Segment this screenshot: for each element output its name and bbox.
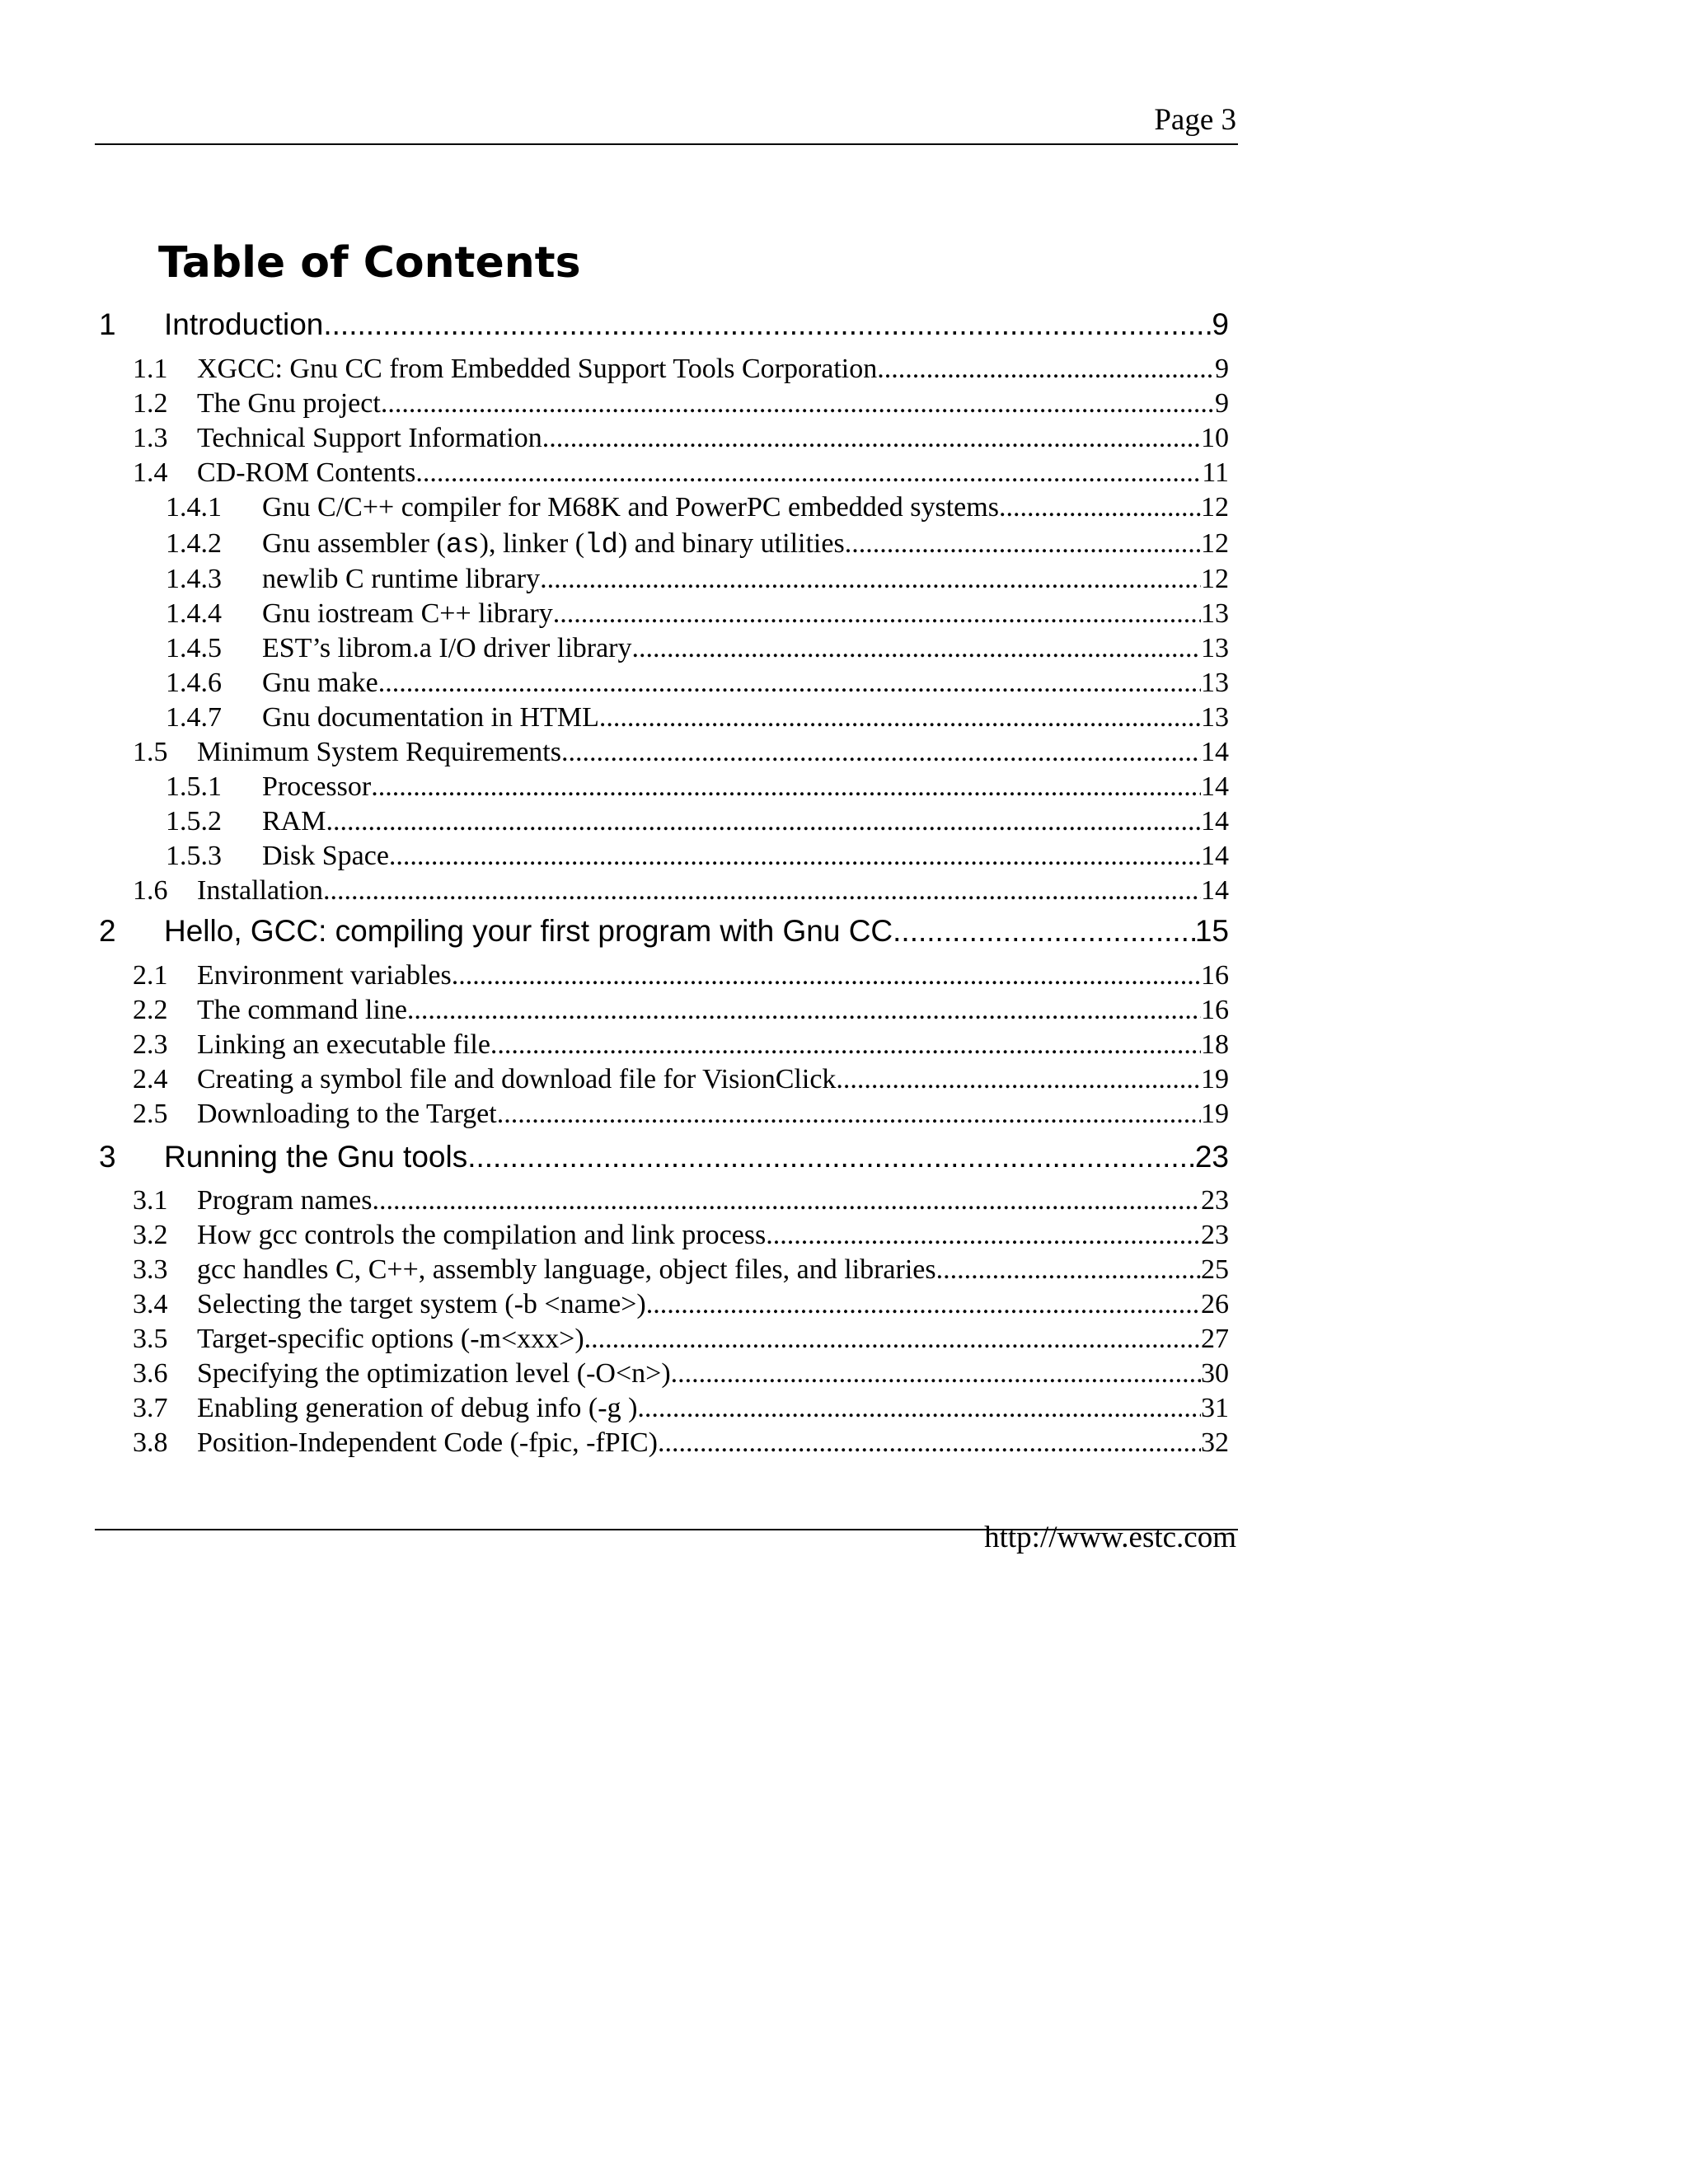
dot-leader bbox=[389, 839, 1201, 874]
toc-entry-title: Linking an executable file bbox=[197, 1029, 490, 1060]
toc-entry-number: 3 bbox=[99, 1140, 116, 1174]
toc-entry-title: Environment variables bbox=[197, 960, 452, 991]
toc-entry-title: Running the Gnu tools bbox=[164, 1140, 468, 1174]
toc-entry-number: 2.1 bbox=[133, 960, 168, 991]
toc-entry-page: 13 bbox=[1201, 702, 1229, 733]
toc-entry-number: 1.5 bbox=[133, 737, 168, 767]
toc-entry-page: 23 bbox=[1201, 1220, 1229, 1250]
toc-entry-page: 9 bbox=[1215, 354, 1229, 384]
toc-entry-page: 12 bbox=[1201, 564, 1229, 594]
toc-entry-3-8[interactable] bbox=[133, 1426, 1229, 1460]
header-rule bbox=[95, 143, 1238, 145]
toc-entry-title: Technical Support Information bbox=[197, 423, 542, 453]
toc-entry-1-2[interactable] bbox=[133, 387, 1229, 421]
toc-entry-title: Installation bbox=[197, 875, 323, 906]
dot-leader bbox=[893, 913, 1195, 949]
dot-leader bbox=[632, 631, 1201, 666]
title-text: ) and binary utilities bbox=[617, 528, 845, 559]
toc-entry-page: 32 bbox=[1201, 1427, 1229, 1458]
toc-entry-number: 3.7 bbox=[133, 1393, 168, 1423]
dot-leader bbox=[766, 1218, 1201, 1253]
toc-entry-number: 2.3 bbox=[133, 1029, 168, 1060]
toc-entry-page: 12 bbox=[1201, 528, 1229, 559]
toc-entry-1-4-3[interactable] bbox=[166, 562, 1229, 597]
toc-entry-title: Processor bbox=[262, 771, 372, 802]
toc-entry-number: 3.1 bbox=[133, 1185, 168, 1216]
toc-entry-3-3[interactable] bbox=[133, 1253, 1229, 1287]
toc-entry-2[interactable] bbox=[99, 913, 1229, 949]
toc-entry-page: 26 bbox=[1201, 1289, 1229, 1319]
toc-entry-page: 14 bbox=[1201, 771, 1229, 802]
toc-entry-title: Specifying the optimization level (-O<n>) bbox=[197, 1358, 671, 1389]
toc-entry-page: 23 bbox=[1201, 1185, 1229, 1216]
toc-entry-number: 1.3 bbox=[133, 423, 168, 453]
toc-entry-1-5-2[interactable] bbox=[166, 804, 1229, 839]
toc-entry-page: 9 bbox=[1212, 307, 1229, 341]
toc-entry-1-1[interactable] bbox=[133, 352, 1229, 387]
dot-leader bbox=[553, 597, 1201, 631]
toc-entry-title: CD-ROM Contents bbox=[197, 457, 416, 488]
dot-leader bbox=[836, 1062, 1201, 1097]
toc-entry-3-2[interactable] bbox=[133, 1218, 1229, 1253]
toc-entry-title bbox=[262, 527, 845, 563]
toc-entry-number: 2.5 bbox=[133, 1099, 168, 1129]
toc-entry-1-4-7[interactable] bbox=[166, 701, 1229, 735]
title-text: Gnu assembler ( bbox=[262, 528, 446, 559]
toc-entry-title: The Gnu project bbox=[197, 388, 381, 419]
dot-leader bbox=[381, 387, 1215, 421]
toc-entry-page: 19 bbox=[1201, 1064, 1229, 1094]
dot-leader bbox=[467, 1139, 1195, 1175]
toc-entry-page: 31 bbox=[1201, 1393, 1229, 1423]
toc-entry-1[interactable] bbox=[99, 307, 1229, 343]
toc-entry-3-5[interactable] bbox=[133, 1322, 1229, 1357]
toc-entry-number: 3.3 bbox=[133, 1254, 168, 1285]
toc-entry-page: 23 bbox=[1194, 1140, 1229, 1174]
toc-entry-3-1[interactable] bbox=[133, 1183, 1229, 1218]
toc-entry-page: 15 bbox=[1194, 914, 1229, 948]
dot-leader bbox=[490, 1028, 1201, 1062]
toc-entry-1-4-5[interactable] bbox=[166, 631, 1229, 666]
toc-entry-number: 1.4.6 bbox=[166, 668, 222, 698]
toc-entry-title: Position-Independent Code (-fpic, -fPIC) bbox=[197, 1427, 658, 1458]
toc-entry-1-6[interactable] bbox=[133, 874, 1229, 908]
toc-entry-page: 16 bbox=[1201, 960, 1229, 991]
toc-entry-page: 14 bbox=[1201, 875, 1229, 906]
toc-entry-2-2[interactable] bbox=[133, 993, 1229, 1028]
dot-leader bbox=[323, 874, 1201, 908]
dot-leader bbox=[378, 666, 1201, 701]
toc-entry-1-4-6[interactable] bbox=[166, 666, 1229, 701]
toc-entry-number: 1.4.3 bbox=[166, 564, 222, 594]
toc-entry-3[interactable] bbox=[99, 1139, 1229, 1175]
toc-entry-page: 12 bbox=[1201, 492, 1229, 523]
toc-entry-number: 3.5 bbox=[133, 1324, 168, 1354]
toc-entry-1-4-1[interactable] bbox=[166, 490, 1229, 525]
toc-entry-number: 1.6 bbox=[133, 875, 168, 906]
toc-entry-3-4[interactable] bbox=[133, 1287, 1229, 1322]
toc-entry-3-7[interactable] bbox=[133, 1391, 1229, 1426]
toc-entry-title: Enabling generation of debug info (-g ) bbox=[197, 1393, 638, 1423]
toc-entry-title: How gcc controls the compilation and link process bbox=[197, 1220, 767, 1250]
toc-entry-number: 1.4.2 bbox=[166, 528, 222, 559]
title-text: ), linker ( bbox=[479, 528, 585, 559]
toc-entry-page: 14 bbox=[1201, 841, 1229, 871]
toc-entry-title: newlib C runtime library bbox=[262, 564, 541, 594]
code-ld: ld bbox=[584, 530, 618, 561]
dot-leader bbox=[326, 804, 1201, 839]
dot-leader bbox=[637, 1391, 1201, 1426]
toc-entry-title: Selecting the target system (-b <name>) bbox=[197, 1289, 646, 1319]
toc-entry-1-5-1[interactable] bbox=[166, 770, 1229, 804]
toc-entry-2-5[interactable] bbox=[133, 1097, 1229, 1132]
toc-entry-page: 13 bbox=[1201, 598, 1229, 629]
toc-entry-title: Gnu make bbox=[262, 668, 378, 698]
dot-leader bbox=[540, 562, 1201, 597]
toc-entry-title: Downloading to the Target bbox=[197, 1099, 497, 1129]
toc-entry-title: Gnu documentation in HTML bbox=[262, 702, 599, 733]
dot-leader bbox=[561, 735, 1201, 770]
dot-leader bbox=[658, 1426, 1201, 1460]
toc-entry-page: 11 bbox=[1202, 457, 1229, 488]
toc-entry-number: 1.1 bbox=[133, 354, 168, 384]
page-title: Table of Contents bbox=[158, 238, 581, 288]
page-number: Page 3 bbox=[1154, 103, 1236, 137]
toc-entry-page: 14 bbox=[1201, 737, 1229, 767]
toc-entry-page: 27 bbox=[1201, 1324, 1229, 1354]
dot-leader bbox=[646, 1287, 1201, 1322]
toc-entry-title: Introduction bbox=[164, 307, 324, 341]
toc-entry-number: 3.4 bbox=[133, 1289, 168, 1319]
toc-entry-2-1[interactable] bbox=[133, 958, 1229, 993]
toc-entry-title: Target-specific options (-m<xxx>) bbox=[197, 1324, 584, 1354]
toc-entry-number: 2 bbox=[99, 914, 116, 948]
dot-leader bbox=[323, 307, 1212, 343]
dot-leader bbox=[497, 1097, 1201, 1132]
toc-entry-number: 1.4.5 bbox=[166, 633, 222, 663]
toc-entry-1-4[interactable] bbox=[133, 456, 1229, 490]
toc-entry-title: Hello, GCC: compiling your first program with Gnu CC bbox=[164, 914, 893, 948]
toc-entry-page: 19 bbox=[1201, 1099, 1229, 1129]
toc-entry-title: The command line bbox=[197, 995, 407, 1025]
toc-entry-title: EST’s librom.a I/O driver library bbox=[262, 633, 632, 663]
footer-url: http://www.estc.com bbox=[984, 1521, 1236, 1554]
toc-entry-number: 1.4 bbox=[133, 457, 168, 488]
toc-entry-title: Minimum System Requirements bbox=[197, 737, 561, 767]
toc-entry-page: 14 bbox=[1201, 806, 1229, 837]
toc-entry-1-3[interactable] bbox=[133, 421, 1229, 456]
toc-entry-page: 13 bbox=[1201, 668, 1229, 698]
dot-leader bbox=[371, 770, 1201, 804]
toc-entry-title: Program names bbox=[197, 1185, 373, 1216]
toc-entry-number: 1.5.2 bbox=[166, 806, 222, 837]
toc-entry-page: 13 bbox=[1201, 633, 1229, 663]
dot-leader bbox=[999, 490, 1201, 525]
toc-entry-number: 3.2 bbox=[133, 1220, 168, 1250]
toc-entry-title: XGCC: Gnu CC from Embedded Support Tools Corporation bbox=[197, 354, 878, 384]
dot-leader bbox=[542, 421, 1201, 456]
toc-entry-title: Disk Space bbox=[262, 841, 389, 871]
toc-entry-title: Gnu C/C++ compiler for M68K and PowerPC embedded systems bbox=[262, 492, 999, 523]
dot-leader bbox=[415, 456, 1202, 490]
toc-entry-page: 9 bbox=[1215, 388, 1229, 419]
toc-entry-title: Gnu iostream C++ library bbox=[262, 598, 553, 629]
toc-entry-1-4-4[interactable] bbox=[166, 597, 1229, 631]
toc-entry-number: 1.4.4 bbox=[166, 598, 222, 629]
toc-entry-number: 1.5.3 bbox=[166, 841, 222, 871]
toc-entry-page: 25 bbox=[1201, 1254, 1229, 1285]
toc-entry-number: 3.8 bbox=[133, 1427, 168, 1458]
toc-entry-title: RAM bbox=[262, 806, 326, 837]
dot-leader bbox=[584, 1322, 1201, 1357]
dot-leader bbox=[671, 1357, 1201, 1391]
toc-entry-number: 2.2 bbox=[133, 995, 168, 1025]
toc-entry-2-3[interactable] bbox=[133, 1028, 1229, 1062]
toc-entry-page: 16 bbox=[1201, 995, 1229, 1025]
code-as: as bbox=[445, 530, 480, 561]
dot-leader bbox=[936, 1253, 1201, 1287]
toc-entry-page: 18 bbox=[1201, 1029, 1229, 1060]
toc-entry-number: 1.4.1 bbox=[166, 492, 222, 523]
toc-entry-number: 3.6 bbox=[133, 1358, 168, 1389]
dot-leader bbox=[407, 993, 1201, 1028]
dot-leader bbox=[599, 701, 1201, 735]
dot-leader bbox=[877, 352, 1215, 387]
toc-entry-number: 1.5.1 bbox=[166, 771, 222, 802]
toc-entry-number: 1.2 bbox=[133, 388, 168, 419]
toc-entry-title: gcc handles C, C++, assembly language, object files, and libraries bbox=[197, 1254, 936, 1285]
dot-leader bbox=[372, 1183, 1201, 1218]
toc-entry-1-4-2[interactable] bbox=[166, 527, 1229, 563]
toc-entry-page: 10 bbox=[1201, 423, 1229, 453]
toc-entry-2-4[interactable] bbox=[133, 1062, 1229, 1097]
toc-entry-number: 2.4 bbox=[133, 1064, 168, 1094]
toc-entry-1-5[interactable] bbox=[133, 735, 1229, 770]
toc-entry-page: 30 bbox=[1201, 1358, 1229, 1389]
toc-entry-3-6[interactable] bbox=[133, 1357, 1229, 1391]
dot-leader bbox=[452, 958, 1201, 993]
toc-entry-1-5-3[interactable] bbox=[166, 839, 1229, 874]
toc-entry-number: 1.4.7 bbox=[166, 702, 222, 733]
dot-leader bbox=[845, 527, 1201, 561]
toc-entry-number: 1 bbox=[99, 307, 116, 341]
toc-entry-title: Creating a symbol file and download file for VisionClick bbox=[197, 1064, 837, 1094]
